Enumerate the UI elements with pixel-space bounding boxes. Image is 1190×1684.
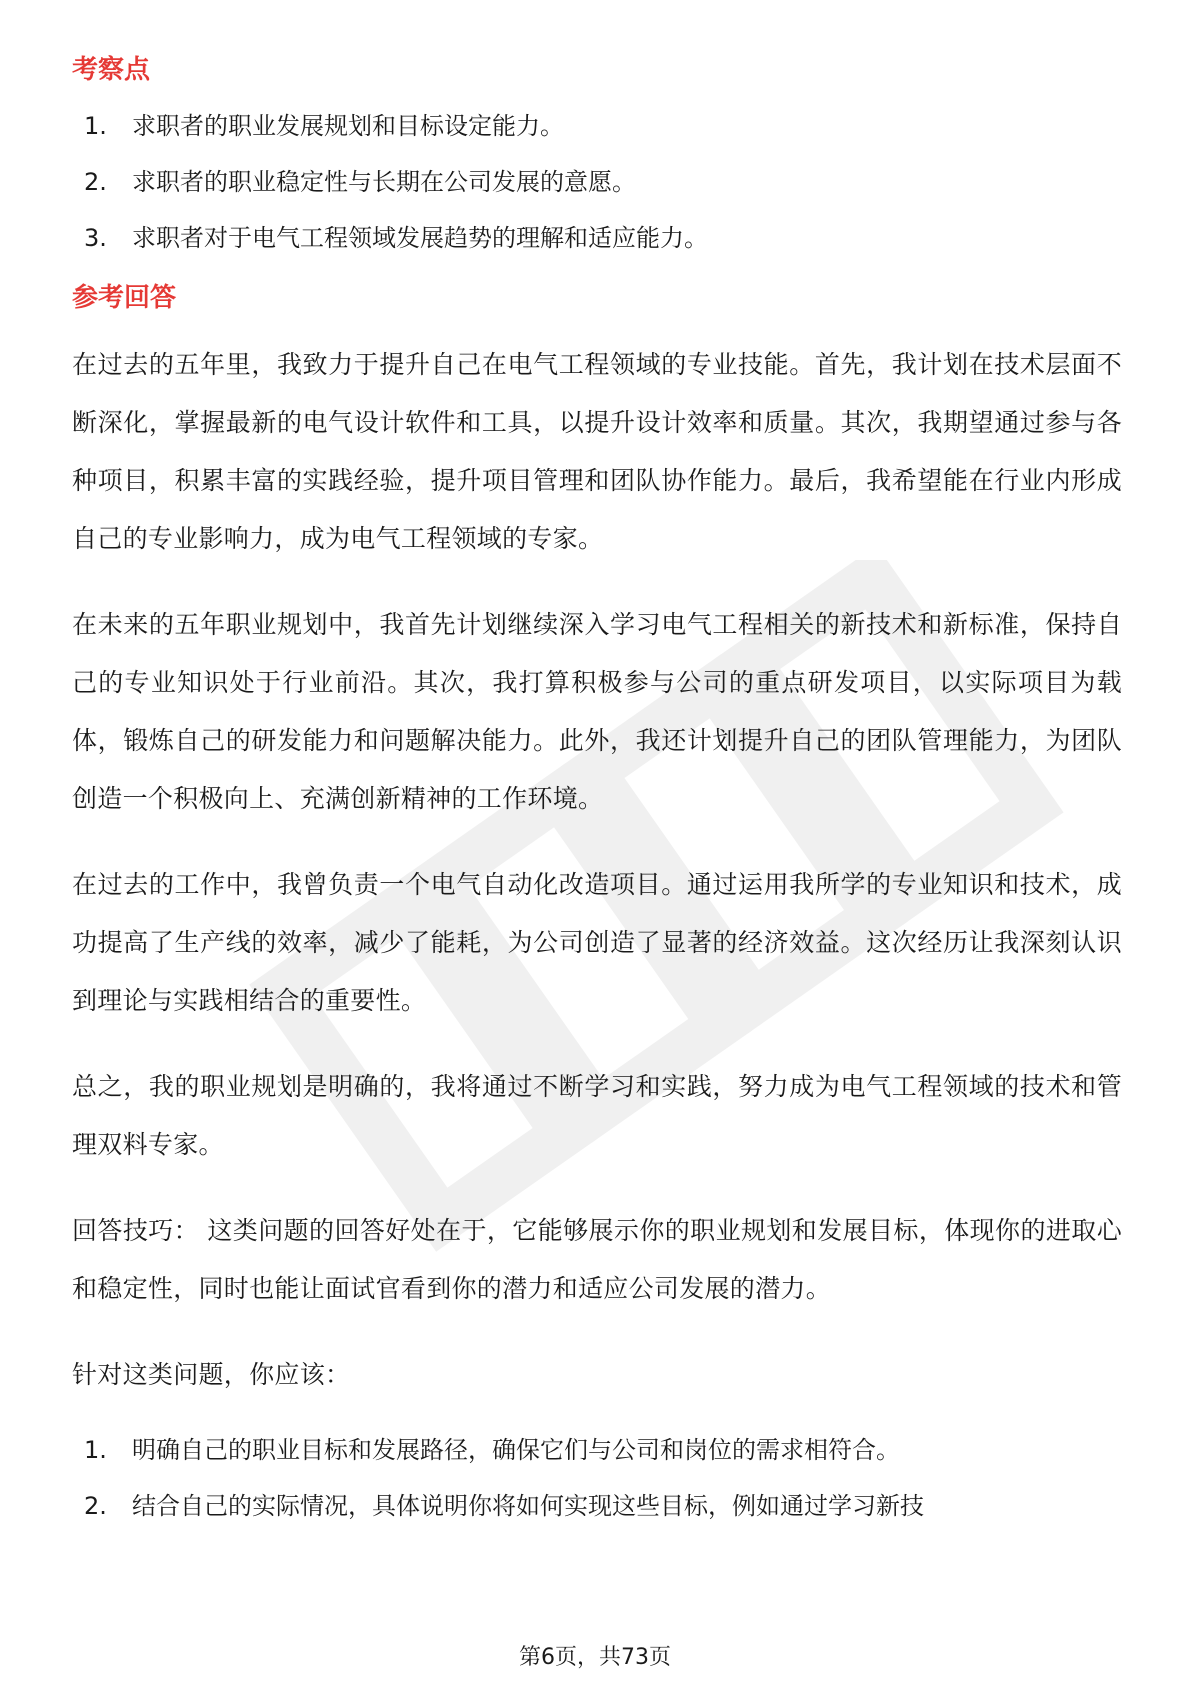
paragraph: 在过去的五年里，我致力于提升自己在电气工程领域的专业技能。首先，我计划在技术层面不断深化，掌握最新的电气设计软件和工具，以提升设计效率和质量。其次，我期望通过参与各种项目，积累丰富的实践经验，提升项目管理和团队协作能力。最后，我希望能在行业内形成自己的专业影响力，成为电气工程领域的专家。 [72,350,1122,553]
document-content [72,52,1122,1548]
section-heading-reference-answer: 参考回答 [72,283,177,313]
section-heading-exam-points: 考察点 [72,55,151,85]
list-item: 1. 明确自己的职业目标和发展路径，确保它们与公司和岗位的需求相符合。 [84,1436,900,1464]
answer-tips-paragraph: 回答技巧： 这类问题的回答好处在于，它能够展示你的职业规划和发展目标，体现你的进取心和稳定性，同时也能让面试官看到你的潜力和适应公司发展的潜力。 [72,1216,1122,1303]
paragraph: 在未来的五年职业规划中，我首先计划继续深入学习电气工程相关的新技术和新标准，保持自己的专业知识处于行业前沿。其次，我打算积极参与公司的重点研发项目，以实际项目为载体，锻炼自己的研发能力和问题解决能力。此外，我还计划提升自己的团队管理能力，为团队创造一个积极向上、充满创新精神的工作环境。 [72,610,1122,813]
list-item: 3. 求职者对于电气工程领域发展趋势的理解和适应能力。 [84,224,708,252]
page-number-footer: 第6页，共73页 [519,1645,671,1670]
list-item: 2. 结合自己的实际情况，具体说明你将如何实现这些目标，例如通过学习新技 [84,1492,924,1520]
list-item: 1. 求职者的职业发展规划和目标设定能力。 [84,112,564,140]
paragraph: 在过去的工作中，我曾负责一个电气自动化改造项目。通过运用我所学的专业知识和技术，成功提高了生产线的效率，减少了能耗，为公司创造了显著的经济效益。这次经历让我深刻认识到理论与实践相结合的重要性。 [72,870,1122,1015]
paragraph: 总之，我的职业规划是明确的，我将通过不断学习和实践，努力成为电气工程领域的技术和管理双料专家。 [72,1072,1122,1159]
list-item: 2. 求职者的职业稳定性与长期在公司发展的意愿。 [84,168,636,196]
advice-list [72,1432,1122,1524]
paragraph: 针对这类问题，你应该： [72,1360,351,1389]
exam-points-list [72,108,1122,256]
